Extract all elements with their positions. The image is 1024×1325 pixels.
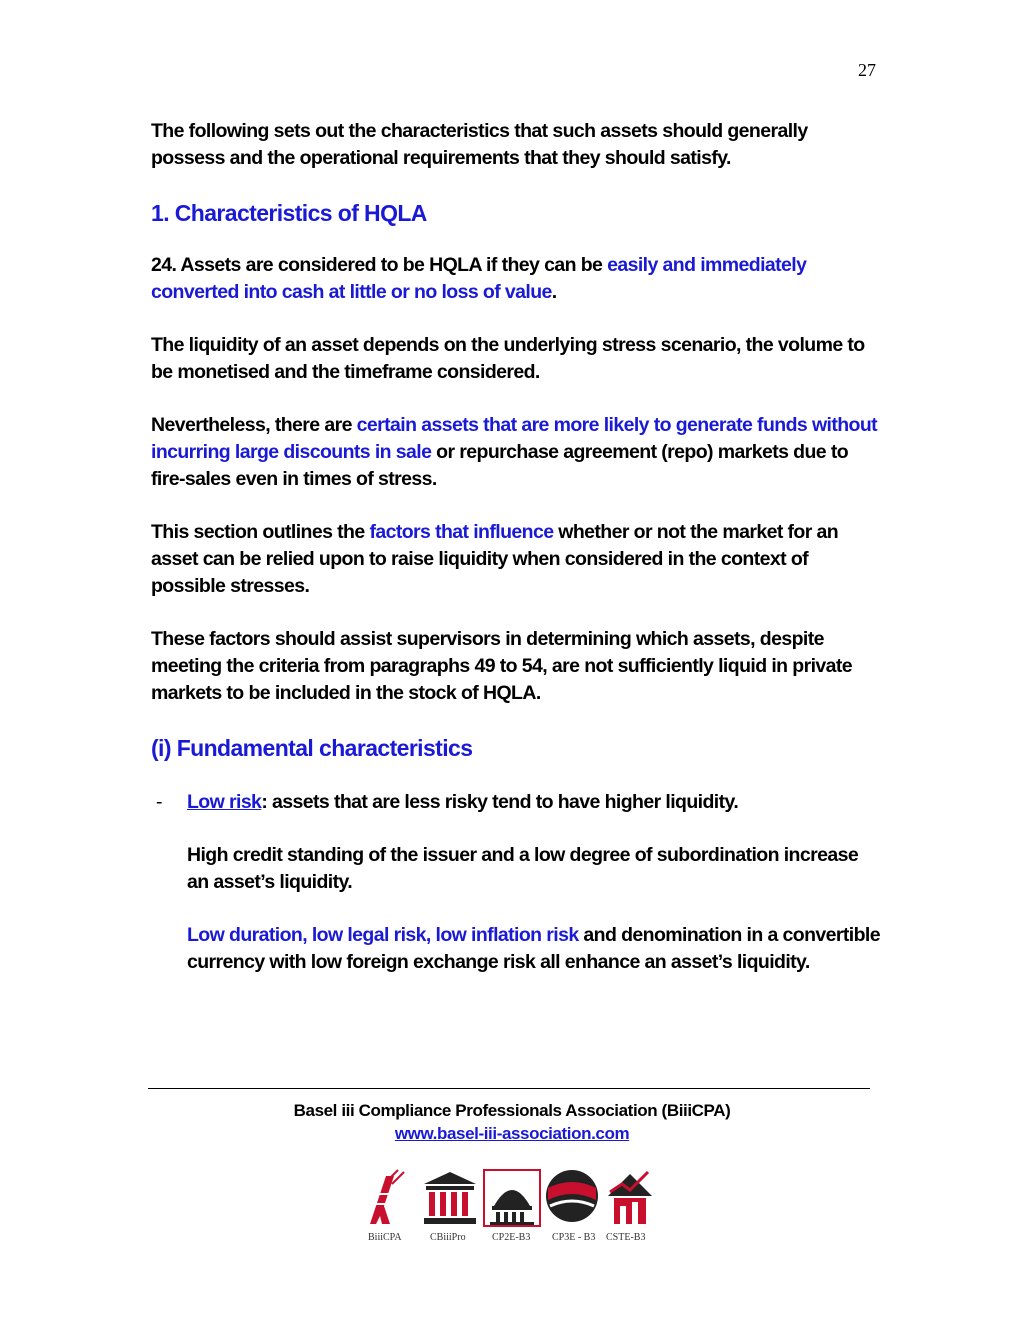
nevertheless-highlight: certain assets that are more likely to generate funds without incurring large discounts in sale: [151, 414, 878, 463]
duration-paragraph: [187, 922, 881, 976]
logo-label-biiicpa: BiiiCPA: [368, 1232, 402, 1243]
logo-label-cp2e: CP2E-B3: [492, 1232, 531, 1243]
logo-strip: [364, 1166, 664, 1246]
bank-columns-icon: [424, 1172, 476, 1224]
footer-organization: Basel iii Compliance Professionals Association (BiiiCPA): [293, 1101, 731, 1120]
low-risk-text: : assets that are less risky tend to have higher liquidity.: [261, 791, 739, 813]
low-risk-bullet: [151, 789, 881, 976]
nevertheless-paragraph: [151, 412, 881, 493]
paragraph-24-prefix: 24. Assets are considered to be HQLA if they can be: [151, 254, 608, 276]
section-heading: 1. Characteristics of HQLA: [151, 200, 427, 226]
intro-paragraph: The following sets out the characteristics that such assets should generally possess and the operational requirements that they should satisfy.: [151, 120, 808, 169]
logo-label-cp3e: CP3E - B3: [552, 1232, 596, 1243]
logo-label-cste: CSTE-B3: [606, 1232, 646, 1243]
liquidity-paragraph: The liquidity of an asset depends on the underlying stress scenario, the volume to be monetised and the timeframe considered.: [151, 334, 865, 383]
section-outline-paragraph: [151, 519, 881, 600]
duration-highlight: Low duration, low legal risk, low inflation risk: [187, 924, 579, 946]
sub-heading: (i) Fundamental characteristics: [151, 735, 473, 761]
footer-website-link[interactable]: www.basel-iii-association.com: [394, 1124, 630, 1143]
section-outline-highlight: factors that influence: [369, 521, 554, 543]
capitol-dome-icon: [484, 1170, 540, 1226]
paragraph-24: [151, 252, 881, 306]
footer-url-line: [148, 1124, 876, 1144]
nevertheless-prefix: Nevertheless, there are: [151, 414, 357, 436]
duration-suffix: and denomination in a convertible currency with low foreign exchange risk all enhance an asset’s liquidity.: [187, 924, 880, 973]
house-chart-icon: [608, 1172, 652, 1224]
bullet-dash: -: [156, 791, 162, 813]
factors-paragraph: These factors should assist supervisors in determining which assets, despite meeting the criteria from paragraphs 49 to 54, are not sufficiently liquid in private markets to be included in the stock of HQLA.: [151, 628, 853, 704]
section-outline-prefix: This section outlines the: [151, 521, 370, 543]
document-body: [151, 118, 881, 1002]
nevertheless-suffix: or repurchase agreement (repo) markets due to fire-sales even in times of stress.: [151, 441, 849, 490]
low-risk-link[interactable]: Low risk: [187, 791, 262, 813]
logo-label-cbiiipro: CBiiiPro: [430, 1232, 466, 1243]
credit-standing-paragraph: High credit standing of the issuer and a low degree of subordination increase an asset’s liquidity.: [187, 844, 859, 893]
page-number: 27: [858, 60, 876, 80]
section-outline-suffix: whether or not the market for an asset can be relied upon to raise liquidity when considered in the context of possible stresses.: [151, 521, 839, 597]
low-risk-paragraph: [187, 789, 881, 816]
paragraph-24-suffix: .: [551, 281, 557, 303]
globe-icon: [546, 1170, 598, 1222]
paragraph-24-highlight: easily and immediately converted into cash at little or no loss of value: [151, 254, 807, 303]
ladder-a-icon: [370, 1170, 404, 1224]
footer-divider: [148, 1088, 870, 1089]
